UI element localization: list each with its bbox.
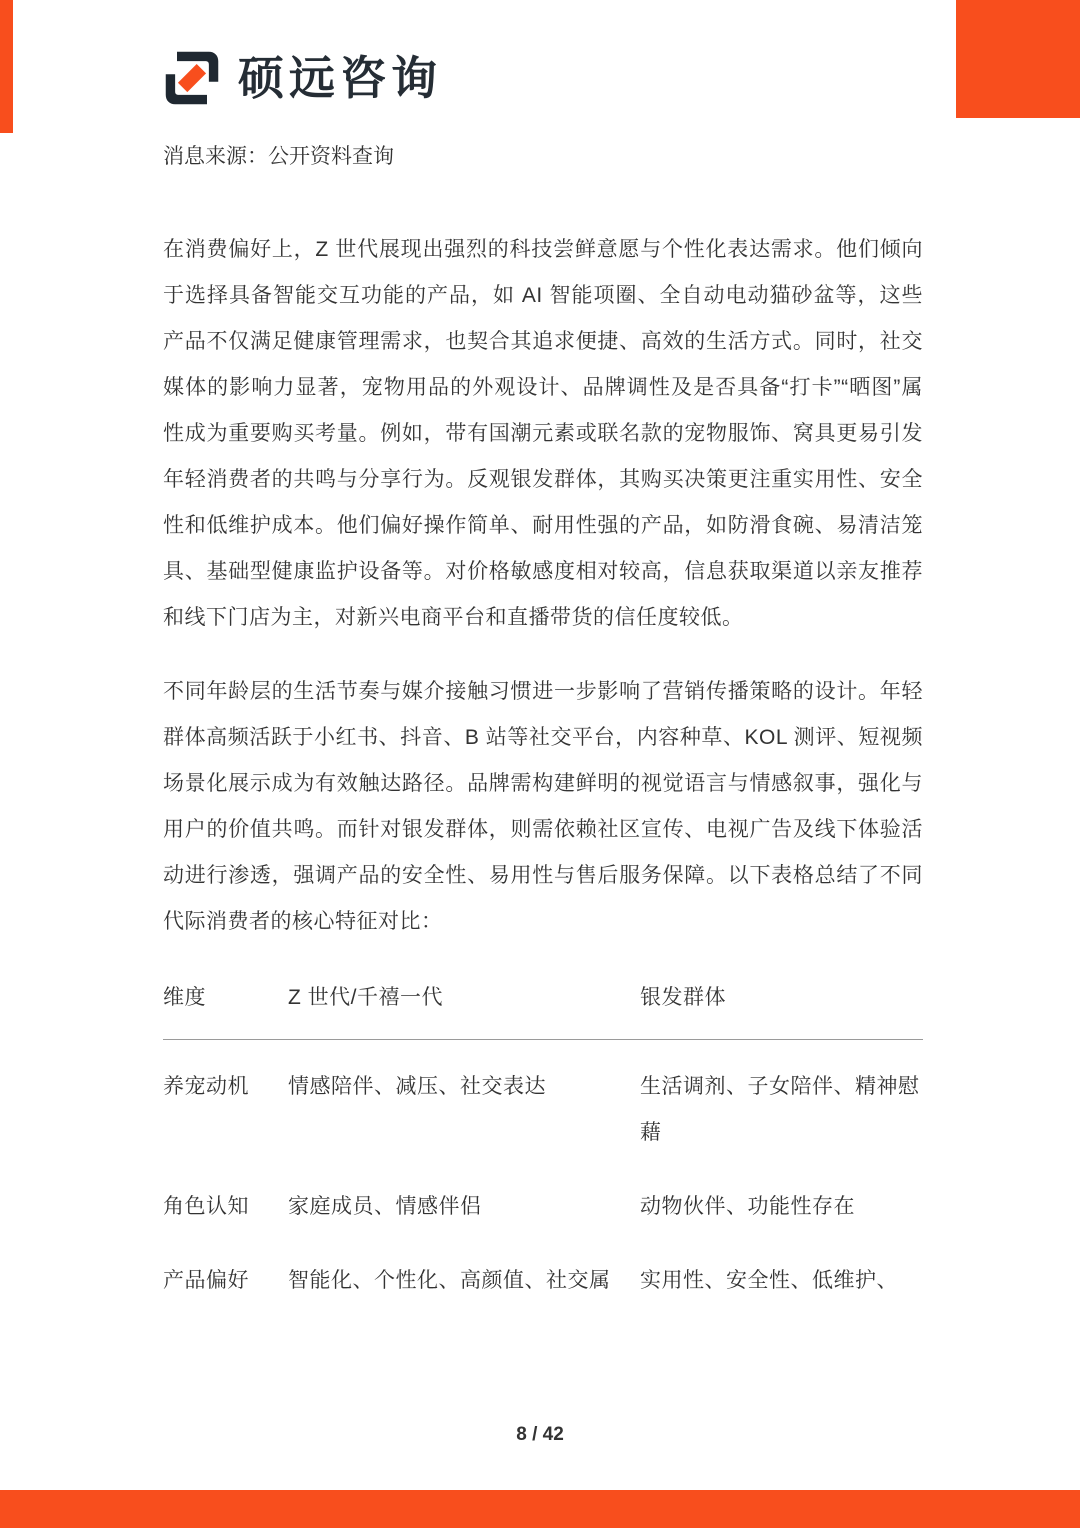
comparison-table	[163, 975, 923, 1304]
brand-name: 硕远咨询	[238, 52, 442, 104]
paragraph: 不同年龄层的生活节奏与媒介接触习惯进一步影响了营销传播策略的设计。年轻群体高频活跃于小红书、抖音、B 站等社交平台，内容种草、KOL 测评、短视频场景化展示成为有效触达路径。品牌需构建鲜明的视觉语言与情感叙事，强化与用户的价值共鸣。而针对银发群体，则需依赖社区宣传、电视广告及线下体验活动进行渗透，强调产品的安全性、易用性与售后服务保障。以下表格总结了不同代际消费者的核心特征对比：	[163, 680, 923, 933]
table-cell: 产品偏好	[163, 1269, 249, 1292]
brand-logo	[162, 48, 442, 108]
paragraph: 在消费偏好上，Z 世代展现出强烈的科技尝鲜意愿与个性化表达需求。他们倾向于选择具备智能交互功能的产品，如 AI 智能项圈、全自动电动猫砂盆等，这些产品不仅满足健康管理需求，也契合其追求便捷、高效的生活方式。同时，社交媒体的影响力显著，宠物用品的外观设计、品牌调性及是否具备“打卡”“晒图”属性成为重要购买考量。例如，带有国潮元素或联名款的宠物服饰、窝具更易引发年轻消费者的共鸣与分享行为。反观银发群体，其购买决策更注重实用性、安全性和低维护成本。他们偏好操作简单、耐用性强的产品，如防滑食碗、易清洁笼具、基础型健康监护设备等。对价格敏感度相对较高，信息获取渠道以亲友推荐和线下门店为主，对新兴电商平台和直播带货的信任度较低。	[163, 238, 923, 629]
table-cell: 养宠动机	[163, 1075, 249, 1098]
table-header-row	[163, 975, 923, 1040]
table-cell: 家庭成员、情感伴侣	[288, 1195, 482, 1218]
table-cell: 智能化、个性化、高颜值、社交属	[288, 1269, 611, 1292]
table-cell: 情感陪伴、减压、社交表达	[288, 1075, 546, 1098]
table-row	[163, 1184, 923, 1230]
table-cell: 实用性、安全性、低维护、	[640, 1269, 898, 1292]
table-cell: 生活调剂、子女陪伴、精神慰藉	[640, 1075, 920, 1144]
table-header-dimension: 维度	[163, 986, 206, 1009]
table-row	[163, 1064, 923, 1156]
document-body	[163, 143, 923, 1304]
source-line: 消息来源：公开资料查询	[163, 145, 394, 168]
page-number: 8 / 42	[516, 1424, 564, 1445]
table-header-genz: Z 世代/千禧一代	[288, 986, 443, 1009]
accent-bar-top-left	[0, 0, 13, 133]
table-cell: 角色认知	[163, 1195, 249, 1218]
table-header-silver: 银发群体	[640, 986, 726, 1009]
table-cell: 动物伙伴、功能性存在	[640, 1195, 855, 1218]
table-row	[163, 1258, 923, 1304]
accent-block-top-right	[956, 0, 1080, 118]
brand-logo-icon	[162, 48, 222, 108]
accent-bar-bottom	[0, 1490, 1080, 1528]
